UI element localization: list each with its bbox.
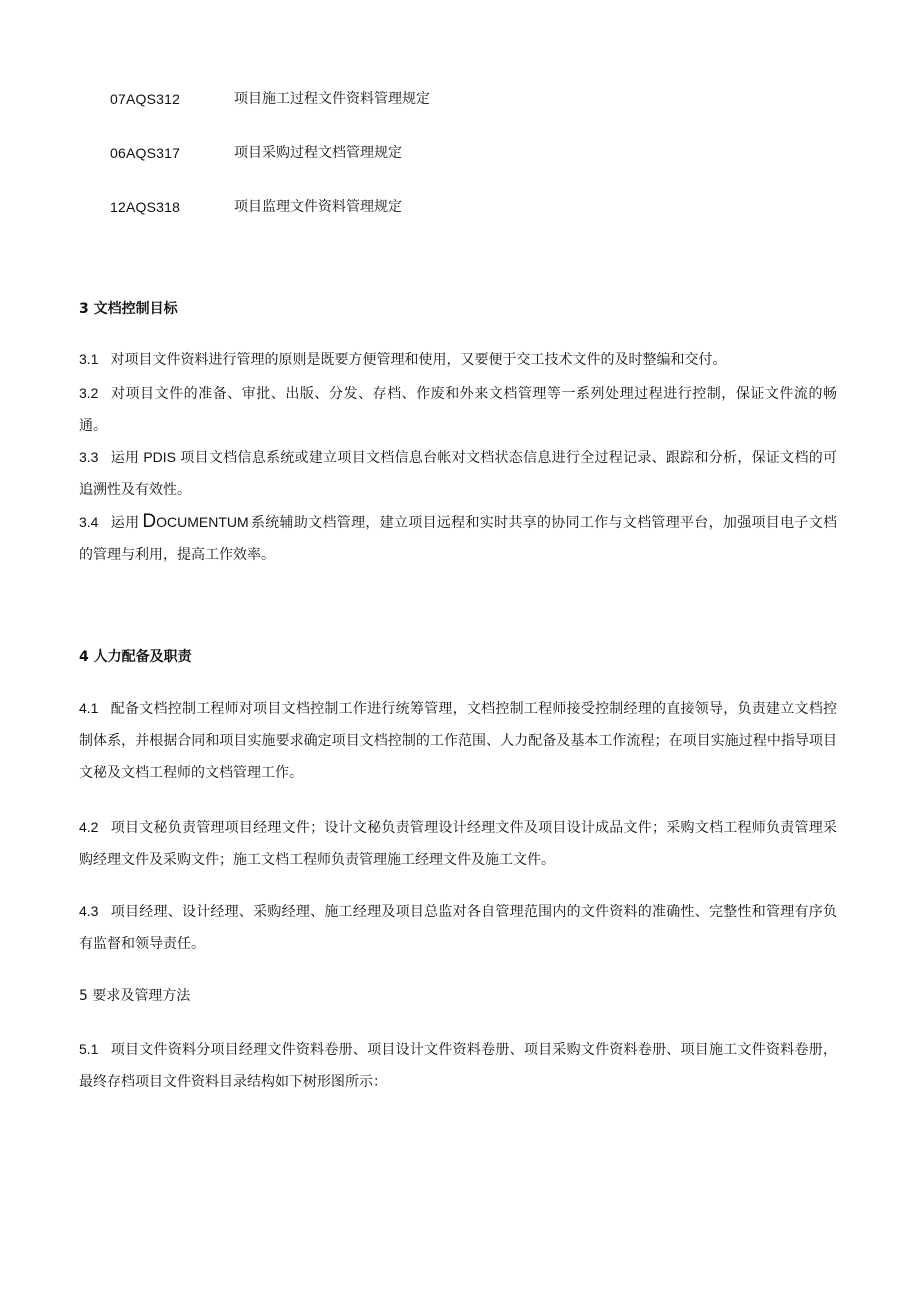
system-initial: D: [142, 511, 157, 532]
paragraph-text-post: 系统辅助文档管理，建立项目远程和实时共享的协同工作与文档管理平台，加强项目电子文档的管理与利用，提高工作效率。: [79, 515, 838, 563]
paragraph-text-pre: 运用: [110, 450, 140, 466]
paragraph-number: 4.3: [79, 903, 99, 919]
paragraph-text: 项目文件资料分项目经理文件资料卷册、项目设计文件资料卷册、项目采购文件资料卷册、项目施工文件资料卷册，最终存档项目文件资料目录结构如下树形图所示：: [79, 1042, 837, 1090]
paragraph-number: 5.1: [79, 1041, 99, 1057]
paragraph-5-1: [79, 1033, 837, 1098]
system-name-pdis: PDIS: [143, 449, 177, 465]
system-rest: OCUMENTUM: [156, 514, 249, 530]
paragraph-3-4: [79, 506, 837, 571]
reference-title: 项目监理文件资料管理规定: [234, 199, 402, 215]
section-5-heading: 5 要求及管理方法: [79, 988, 191, 1004]
paragraph-3-1: [79, 343, 837, 376]
paragraph-text: 对项目文件的准备、审批、出版、分发、存档、作废和外来文档管理等一系列处理过程进行控制，保证文件流的畅通。: [79, 386, 837, 434]
paragraph-number: 3.2: [79, 385, 99, 401]
paragraph-4-3: [79, 895, 837, 960]
reference-code: 06AQS317: [110, 145, 181, 161]
paragraph-number: 4.2: [79, 819, 99, 835]
paragraph-text-post: 项目文档信息系统或建立项目文档信息台帐对文档状态信息进行全过程记录、跟踪和分析，保证文档的可追溯性及有效性。: [79, 450, 838, 498]
paragraph-4-1: [79, 692, 837, 789]
paragraph-text: 配备文档控制工程师对项目文档控制工作进行统筹管理，文档控制工程师接受控制经理的直接领导，负责建立文档控制体系，并根据合同和项目实施要求确定项目文档控制的工作范围、人力配备及基本工作流程；在项目实施过程中指导项目文秘及文档工程师的文档管理工作。: [79, 701, 837, 781]
paragraph-3-2: [79, 377, 837, 442]
paragraph-text-pre: 运用: [110, 515, 140, 531]
paragraph-text: 项目经理、设计经理、采购经理、施工经理及项目总监对各自管理范围内的文件资料的准确性、完整性和管理有序负有监督和领导责任。: [79, 904, 837, 952]
paragraph-4-2: [79, 811, 837, 876]
section-4-heading: 4 人力配备及职责: [79, 649, 192, 665]
reference-code: 12AQS318: [110, 199, 181, 215]
paragraph-number: 3.3: [79, 449, 99, 465]
section-3-heading: 3 文档控制目标: [79, 301, 178, 317]
reference-title: 项目采购过程文档管理规定: [234, 145, 402, 161]
reference-title: 项目施工过程文件资料管理规定: [234, 91, 430, 107]
paragraph-number: 3.4: [79, 514, 99, 530]
paragraph-text: 对项目文件资料进行管理的原则是既要方便管理和使用，又要便于交工技术文件的及时整编和交付。: [110, 352, 727, 368]
paragraph-number: 4.1: [79, 700, 99, 716]
paragraph-text: 项目文秘负责管理项目经理文件；设计文秘负责管理设计经理文件及项目设计成品文件；采购文档工程师负责管理采购经理文件及采购文件；施工文档工程师负责管理施工经理文件及施工文件。: [79, 820, 837, 868]
paragraph-3-3: [79, 441, 837, 506]
system-name-documentum: [142, 511, 249, 532]
paragraph-number: 3.1: [79, 351, 99, 367]
reference-code: 07AQS312: [110, 91, 181, 107]
